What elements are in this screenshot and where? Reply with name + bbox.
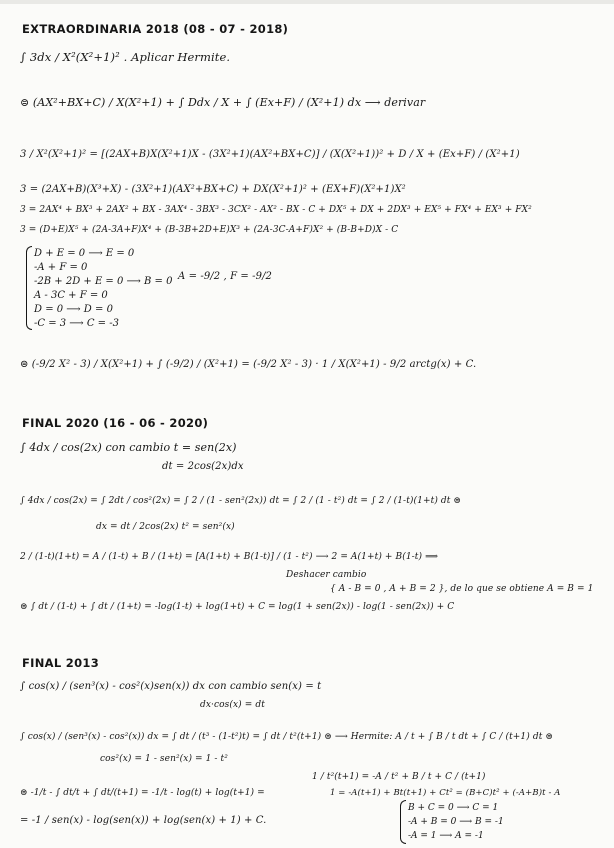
s1-expansion-line-1: 3 = (2AX+B)(X³+X) - (3X²+1)(AX²+BX+C) + DX(X²+1)² + (EX+F)(X²+1)X² — [20, 184, 406, 195]
s1-grouped-terms: 3 = (D+E)X⁵ + (2A-3A+F)X⁴ + (B-3B+2D+E)X³ + (2A-3C-A+F)X² + (B-B+D)X - C — [20, 225, 399, 235]
s1-system-row: D + E = 0 ⟶ E = 0 — [34, 248, 135, 259]
s2-coefficient-system: { A - B = 0 , A + B = 2 }, de lo que se obtiene A = B = 1 — [330, 584, 594, 594]
section-title-final-2013: FINAL 2013 — [22, 656, 99, 670]
s2-substitution-notes: dx = dt / 2cos(2x) t² = sen²(x) — [96, 522, 235, 532]
s1-equation-system — [26, 246, 226, 330]
s1-system-row: A - 3C + F = 0 — [34, 290, 108, 301]
s2-differential: dt = 2cos(2x)dx — [162, 461, 244, 472]
top-strip — [0, 0, 614, 4]
s1-system-row: -C = 3 ⟶ C = -3 — [34, 318, 119, 329]
s2-undo-substitution-note: Deshacer cambio — [286, 570, 367, 580]
s3-equation-system — [400, 800, 540, 844]
s3-final-result: = -1 / sen(x) - log(sen(x)) + log(sen(x) + 1) + C. — [20, 815, 267, 826]
s1-system-brace — [26, 246, 32, 330]
s2-final-result: ⊜ ∫ dt / (1-t) + ∫ dt / (1+t) = -log(1-t) + log(1+t) + C = log(1 + sen(2x)) - log(1 - sen(2x)) + C — [20, 602, 455, 612]
s1-derivative-equation: 3 / X²(X²+1)² = [(2AX+B)X(X²+1)X - (3X²+1)(AX²+BX+C)] / (X(X²+1))² + D / X + (Ex+F) / (X²+1) — [20, 149, 520, 160]
section-title-extraordinaria-2018: EXTRAORDINARIA 2018 (08 - 07 - 2018) — [22, 22, 289, 36]
s3-differential: dx·cos(x) = dt — [200, 700, 265, 710]
s3-system-brace — [400, 800, 406, 844]
s3-system-row: -A = 1 ⟶ A = -1 — [408, 831, 484, 841]
s3-partial-fractions: 1 / t²(t+1) = -A / t² + B / t + C / (t+1) — [312, 772, 486, 782]
s2-integral-statement: ∫ 4dx / cos(2x) con cambio t = sen(2x) — [20, 441, 237, 454]
s3-substitution-chain: ∫ cos(x) / (sen³(x) - cos²(x)) dx = ∫ dt / (t³ - (1-t²)t) = ∫ dt / t²(t+1) ⊜ ⟶ Hermite: A / t + ∫ B / t dt + ∫ C / (t+1) dt ⊜ — [20, 732, 554, 742]
section-title-final-2020: FINAL 2020 (16 - 06 - 2020) — [22, 416, 209, 430]
s3-identity-note: cos²(x) = 1 - sen²(x) = 1 - t² — [100, 754, 228, 764]
s2-substitution-chain: ∫ 4dx / cos(2x) = ∫ 2dt / cos²(2x) = ∫ 2 / (1 - sen²(2x)) dt = ∫ 2 / (1 - t²) dt = ∫ 2 / (1-t)(1+t) dt ⊜ — [20, 496, 462, 506]
s3-integration-step: ⊜ -1/t - ∫ dt/t + ∫ dt/(t+1) = -1/t - log(t) + log(t+1) = — [20, 788, 265, 798]
s3-coefficient-identity: 1 = -A(t+1) + Bt(t+1) + Ct² = (B+C)t² + (-A+B)t - A — [330, 788, 561, 798]
s1-system-row: -2B + 2D + E = 0 ⟶ B = 0 — [34, 276, 173, 287]
s3-system-row: -A + B = 0 ⟶ B = -1 — [408, 817, 504, 827]
s2-partial-fractions: 2 / (1-t)(1+t) = A / (1-t) + B / (1+t) = [A(1+t) + B(1-t)] / (1 - t²) ⟶ 2 = A(1+t) + B(1-t) ⟹ — [20, 552, 439, 562]
s1-system-row: D = 0 ⟶ D = 0 — [34, 304, 113, 315]
s1-system-result: A = -9/2 , F = -9/2 — [178, 271, 273, 282]
s1-integral-statement: ∫ 3dx / X²(X²+1)² . Aplicar Hermite. — [20, 50, 231, 64]
s1-system-row: -A + F = 0 — [34, 262, 88, 273]
s1-hermite-form: ⊜ (AX²+BX+C) / X(X²+1) + ∫ Ddx / X + ∫ (Ex+F) / (X²+1) dx ⟶ derivar — [20, 96, 426, 109]
s3-integral-statement: ∫ cos(x) / (sen³(x) - cos²(x)sen(x)) dx con cambio sen(x) = t — [20, 681, 322, 692]
s1-final-result: ⊜ (-9/2 X² - 3) / X(X²+1) + ∫ (-9/2) / (X²+1) = (-9/2 X² - 3) · 1 / X(X²+1) - 9/2 arctg(x) + C. — [20, 359, 477, 370]
s1-expansion-line-2: 3 = 2AX⁴ + BX³ + 2AX² + BX - 3AX⁴ - 3BX³ - 3CX² - AX² - BX - C + DX⁵ + DX + 2DX³ + EX⁵ + FX⁴ + EX³ + FX² — [20, 205, 532, 215]
s3-system-row: B + C = 0 ⟶ C = 1 — [408, 803, 499, 813]
